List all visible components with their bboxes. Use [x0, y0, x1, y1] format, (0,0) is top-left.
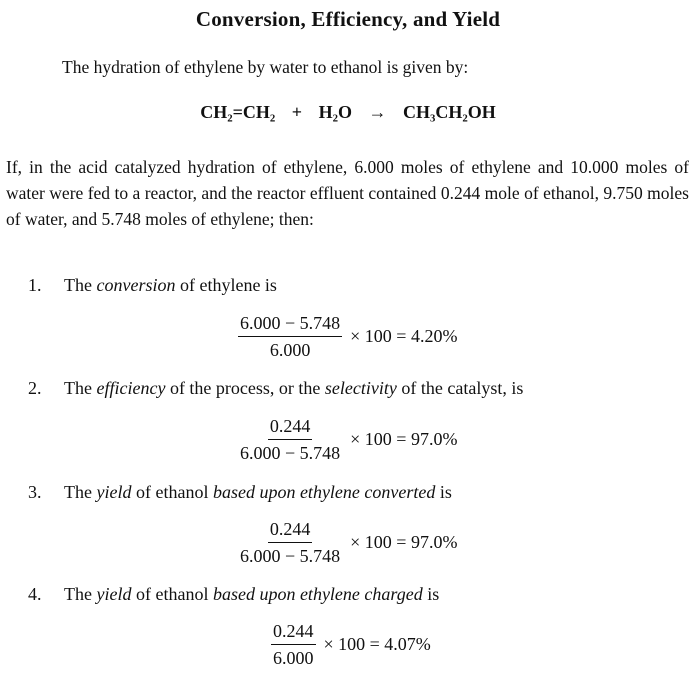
- item-term-yield: yield: [96, 482, 132, 502]
- item-term-basis: based upon ethylene charged: [212, 584, 423, 604]
- item-text-1: The: [64, 275, 97, 295]
- reactant-water: H₂O: [318, 102, 352, 122]
- denominator: 6.000: [269, 340, 311, 360]
- product-ethanol: CH₃CH₂OH: [402, 102, 496, 122]
- denominator: 6.000 − 5.748: [240, 546, 341, 566]
- item-conversion: [28, 275, 277, 296]
- equation-efficiency: [238, 415, 457, 464]
- item-text-3: is: [435, 482, 452, 502]
- equation-result: × 100 = 97.0%: [350, 532, 458, 552]
- reaction-arrow: →: [368, 102, 387, 122]
- numerator: 0.244: [271, 620, 316, 645]
- item-number: 4.: [28, 584, 42, 604]
- numerator: 6.000 − 5.748: [238, 312, 342, 337]
- item-yield-converted: [28, 482, 452, 503]
- item-efficiency: [28, 378, 523, 399]
- equation-result: × 100 = 97.0%: [350, 429, 458, 449]
- equation-yield-charged: [271, 620, 431, 669]
- item-text-1: The: [64, 378, 97, 398]
- item-text-1: The: [64, 482, 97, 502]
- item-yield-charged: [28, 584, 439, 605]
- equation-result: × 100 = 4.07%: [323, 634, 431, 654]
- numerator: 0.244: [268, 518, 313, 543]
- fraction: [238, 415, 342, 464]
- item-number: 3.: [28, 482, 42, 502]
- item-text-1: The: [64, 584, 97, 604]
- denominator: 6.000 − 5.748: [240, 443, 341, 463]
- denominator: 6.000: [273, 648, 314, 668]
- item-term-selectivity: selectivity: [324, 378, 397, 398]
- reactant-ethylene: CH₂=CH₂: [200, 102, 276, 122]
- plus-sign: +: [291, 102, 303, 122]
- equation-result: × 100 = 4.20%: [350, 326, 458, 346]
- fraction: [238, 312, 342, 361]
- problem-paragraph: If, in the acid catalyzed hydration of ethylene, 6.000 moles of ethylene and 10.000 moles of water were fed to a reactor, and the reactor effluent contained 0.244 mole of ethanol, 9.750 moles of water, and 5.748 moles of ethylene; then:: [6, 157, 689, 229]
- page-title: Conversion, Efficiency, and Yield: [195, 7, 501, 31]
- item-text-2: of ethanol: [131, 482, 213, 502]
- equation-yield-converted: [238, 518, 457, 567]
- item-term-yield: yield: [96, 584, 132, 604]
- numerator: 0.244: [268, 415, 313, 440]
- item-text-2: of the process, or the: [165, 378, 325, 398]
- item-term-basis: based upon ethylene converted: [212, 482, 436, 502]
- intro-text: The hydration of ethylene by water to ethanol is given by:: [62, 57, 469, 77]
- item-number: 2.: [28, 378, 42, 398]
- item-text-2: of ethanol: [131, 584, 213, 604]
- item-text-3: is: [422, 584, 440, 604]
- fraction: [238, 518, 342, 567]
- fraction: [271, 620, 316, 669]
- item-number: 1.: [28, 275, 42, 295]
- reaction-equation: [0, 102, 696, 123]
- equation-conversion: [238, 312, 457, 361]
- item-text-2: of ethylene is: [175, 275, 277, 295]
- item-term-efficiency: efficiency: [96, 378, 166, 398]
- item-term-conversion: conversion: [96, 275, 176, 295]
- item-text-3: of the catalyst, is: [396, 378, 524, 398]
